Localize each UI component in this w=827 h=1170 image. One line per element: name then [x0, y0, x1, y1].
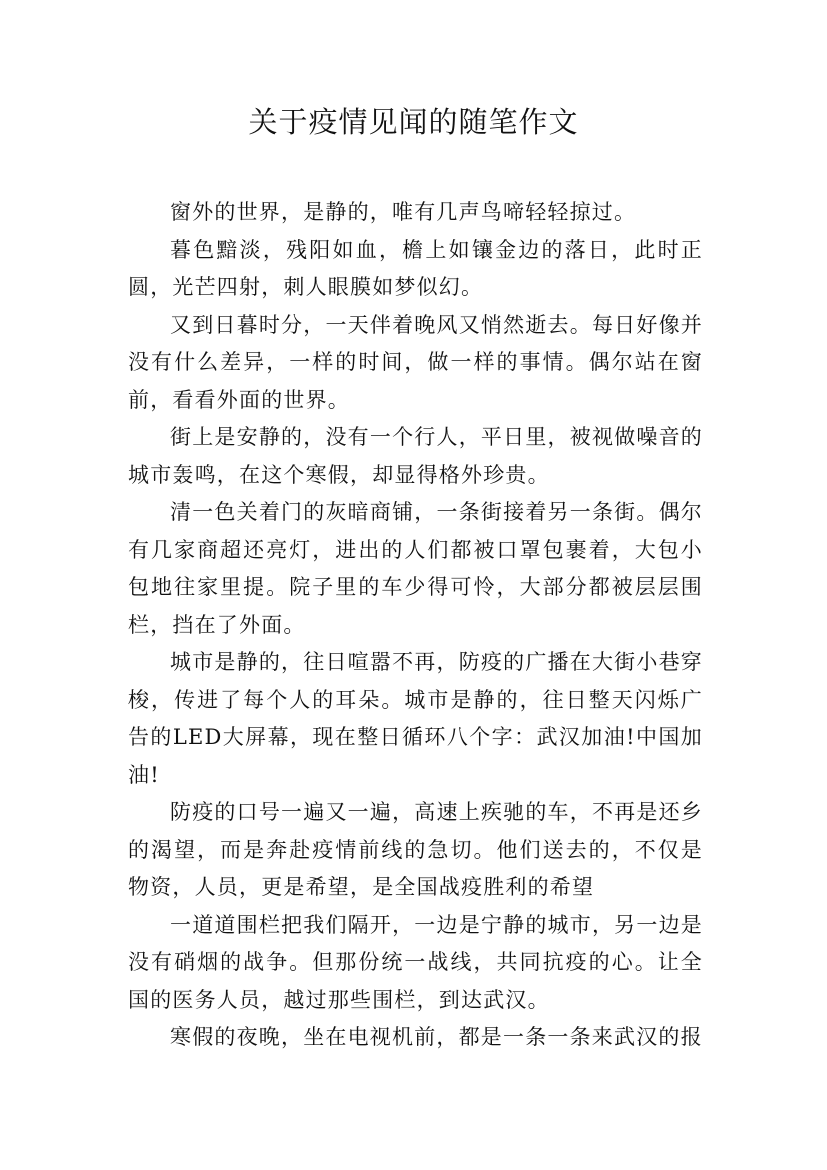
paragraph: 街上是安静的，没有一个行人，平日里，被视做噪音的城市轰鸣，在这个寒假，却显得格外珍贵。	[128, 425, 703, 487]
document-title: 关于疫情见闻的随笔作文	[248, 105, 579, 139]
paragraph: 防疫的口号一遍又一遍，高速上疾驰的车，不再是还乡的渴望，而是奔赴疫情前线的急切。他们送去的，不仅是物资，人员，更是希望，是全国战疫胜利的希望	[128, 800, 703, 899]
paragraph: 寒假的夜晚，坐在电视机前，都是一条一条来武汉的报	[170, 1025, 703, 1049]
paragraph: 清一色关着门的灰暗商铺，一条街接着另一条街。偶尔有几家商超还亮灯，进出的人们都被口罩包裹着，大包小包地往家里提。院子里的车少得可怜，大部分都被层层围栏，挡在了外面。	[128, 500, 703, 637]
paragraph: 暮色黯淡，残阳如血，檐上如镶金边的落日，此时正圆，光芒四射，刺人眼膜如梦似幻。	[128, 237, 703, 299]
paragraph: 窗外的世界，是静的，唯有几声鸟啼轻轻掠过。	[170, 200, 637, 224]
document-body	[128, 194, 703, 1057]
paragraph: 又到日暮时分，一天伴着晚风又悄然逝去。每日好像并没有什么差异，一样的时间，做一样的事情。偶尔站在窗前，看看外面的世界。	[128, 312, 703, 412]
paragraph: 城市是静的，往日喧嚣不再，防疫的广播在大街小巷穿梭，传进了每个人的耳朵。城市是静的，往日整天闪烁广告的LED大屏幕，现在整日循环八个字：武汉加油!中国加油!	[128, 650, 703, 787]
paragraph: 一道道围栏把我们隔开，一边是宁静的城市，另一边是没有硝烟的战争。但那份统一战线，共同抗疫的心。让全国的医务人员，越过那些围栏，到达武汉。	[128, 912, 703, 1012]
